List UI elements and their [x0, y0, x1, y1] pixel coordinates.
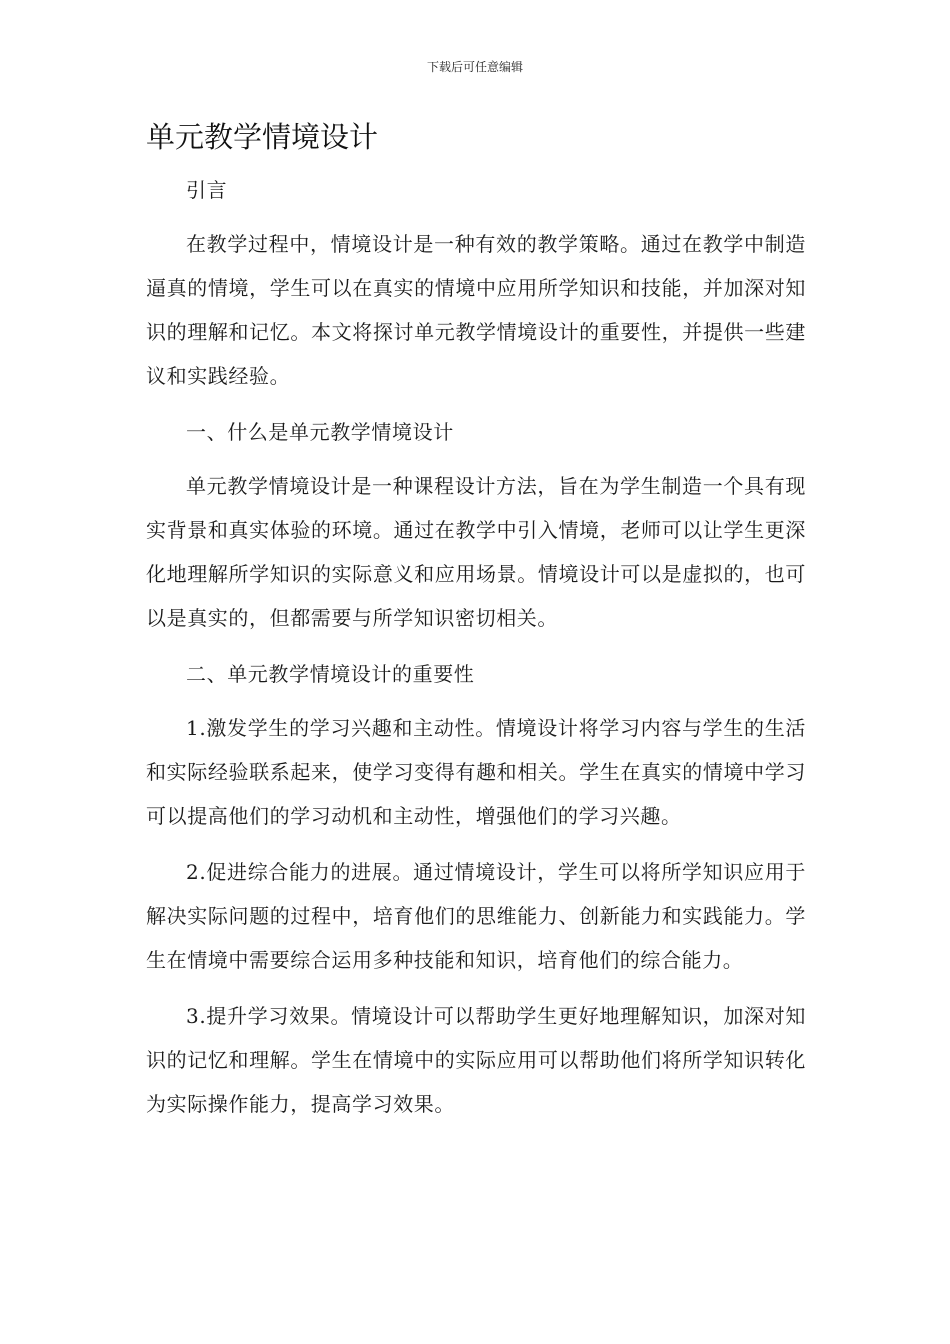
document-body [146, 168, 806, 1138]
intro-heading: 引言 [186, 178, 228, 202]
section-1-heading: 一、什么是单元教学情境设计 [186, 420, 454, 444]
section-2-heading: 二、单元教学情境设计的重要性 [186, 662, 475, 686]
section-1-paragraph: 单元教学情境设计是一种课程设计方法，旨在为学生制造一个具有现实背景和真实体验的环境。通过在教学中引入情境，老师可以让学生更深化地理解所学知识的实际意义和应用场景。情境设计可以是虚拟的，也可以是真实的，但都需要与所学知识密切相关。 [146, 474, 806, 630]
section-2-item-2: 2.促进综合能力的进展。通过情境设计，学生可以将所学知识应用于解决实际问题的过程中，培育他们的思维能力、创新能力和实践能力。学生在情境中需要综合运用多种技能和知识，培育他们的综合能力。 [146, 860, 806, 972]
section-2-item-3: 3.提升学习效果。情境设计可以帮助学生更好地理解知识，加深对知识的记忆和理解。学生在情境中的实际应用可以帮助他们将所学知识转化为实际操作能力，提高学习效果。 [146, 1004, 806, 1116]
header-note: 下载后可任意编辑 [426, 60, 523, 74]
section-2-item-1: 1.激发学生的学习兴趣和主动性。情境设计将学习内容与学生的生活和实际经验联系起来，使学习变得有趣和相关。学生在真实的情境中学习可以提高他们的学习动机和主动性，增强他们的学习兴趣。 [146, 716, 806, 828]
page-title: 单元教学情境设计 [146, 120, 379, 154]
intro-paragraph: 在教学过程中，情境设计是一种有效的教学策略。通过在教学中制造逼真的情境，学生可以在真实的情境中应用所学知识和技能，并加深对知识的理解和记忆。本文将探讨单元教学情境设计的重要性，并提供一些建议和实践经验。 [146, 232, 806, 388]
